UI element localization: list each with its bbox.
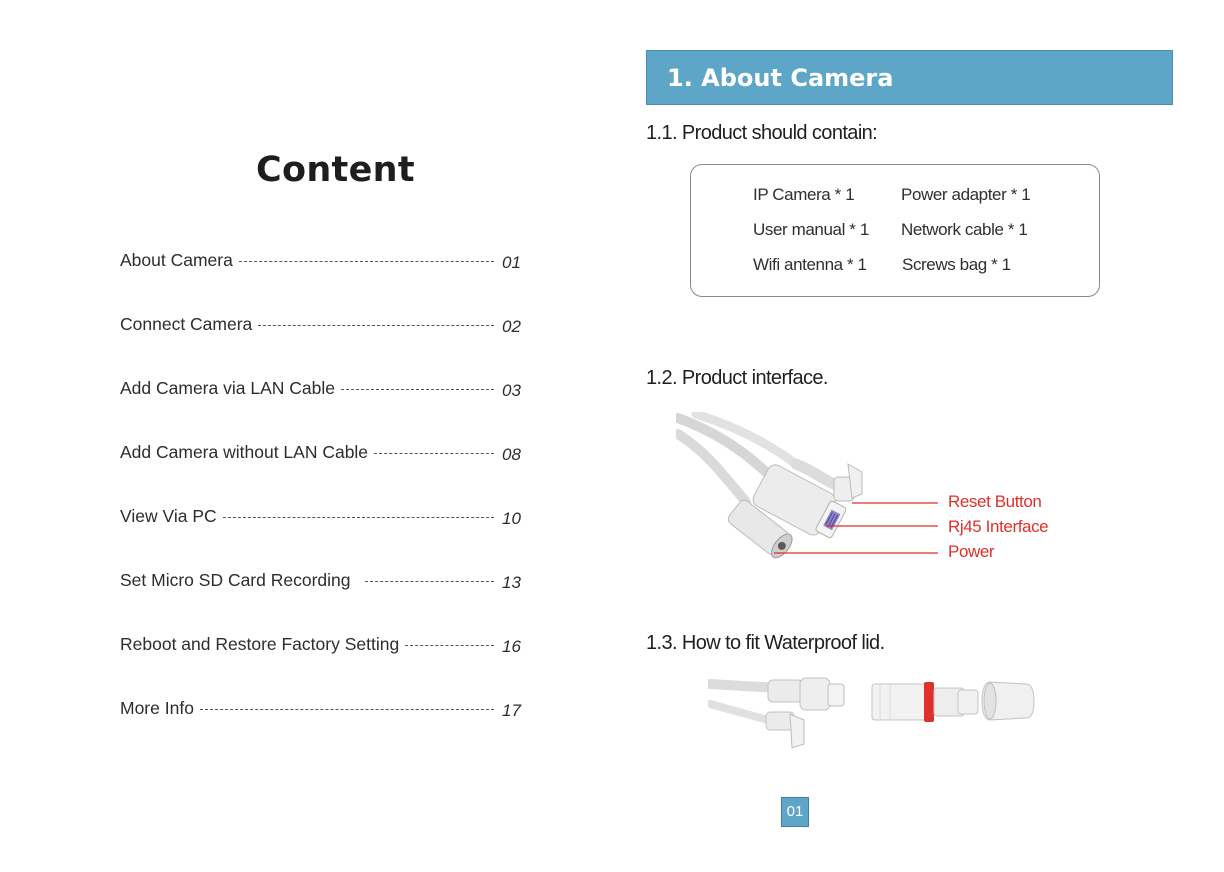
toc-entry[interactable] (120, 245, 532, 275)
toc-entry-page: 02 (502, 317, 521, 336)
toc-entry-page: 01 (502, 253, 521, 272)
toc-entry-page: 03 (502, 381, 521, 400)
toc-leader (258, 325, 494, 326)
callout-label: Reset Button (948, 492, 1042, 511)
package-item: Power adapter * 1 (901, 185, 1031, 204)
toc-entry-label: Add Camera via LAN Cable (120, 377, 335, 398)
toc-entry[interactable] (120, 629, 532, 659)
subheading-product-contents: 1.1. Product should contain: (646, 122, 878, 144)
waterproof-lid-photo (708, 670, 1048, 752)
toc-leader (341, 389, 494, 390)
toc-leader (405, 645, 494, 646)
toc-leader (365, 581, 495, 582)
package-item: User manual * 1 (753, 220, 869, 239)
toc-entry[interactable] (120, 309, 532, 339)
toc-entry[interactable] (120, 565, 532, 595)
toc-entry-label: View Via PC (120, 505, 217, 526)
toc-leader (200, 709, 494, 710)
contents-title: Content (256, 150, 415, 190)
toc-entry-label: About Camera (120, 249, 233, 270)
toc-entry-label: Connect Camera (120, 313, 253, 334)
toc-leader (374, 453, 494, 454)
toc-entry-page: 13 (502, 573, 521, 592)
toc-entry-label: Add Camera without LAN Cable (120, 441, 369, 462)
toc-entry[interactable] (120, 693, 532, 723)
toc-entry-label: More Info (120, 697, 194, 718)
toc-leader (239, 261, 494, 262)
page-number: 01 (781, 797, 809, 827)
subheading-waterproof-lid: 1.3. How to fit Waterproof lid. (646, 632, 885, 654)
callout-label: Power (948, 542, 995, 561)
package-item: IP Camera * 1 (753, 185, 855, 204)
package-contents-box (690, 164, 1100, 297)
package-item: Network cable * 1 (901, 220, 1028, 239)
toc-entry-label: Set Micro SD Card Recording (120, 569, 351, 590)
toc-entry[interactable] (120, 437, 532, 467)
package-item: Wifi antenna * 1 (753, 255, 867, 274)
package-item: Screws bag * 1 (902, 255, 1011, 274)
toc-entry[interactable] (120, 501, 532, 531)
section-header-bar (646, 50, 1173, 105)
toc-entry-page: 16 (502, 637, 521, 656)
callout-label: Rj45 Interface (948, 517, 1049, 536)
toc-leader (223, 517, 494, 518)
toc-entry-label: Reboot and Restore Factory Setting (120, 633, 400, 654)
toc-entry[interactable] (120, 373, 532, 403)
subheading-product-interface: 1.2. Product interface. (646, 367, 828, 389)
section-title: 1. About Camera (667, 64, 894, 92)
toc-entry-page: 17 (502, 701, 521, 720)
toc-entry-page: 10 (502, 509, 521, 528)
toc-entry-page: 08 (502, 445, 521, 464)
